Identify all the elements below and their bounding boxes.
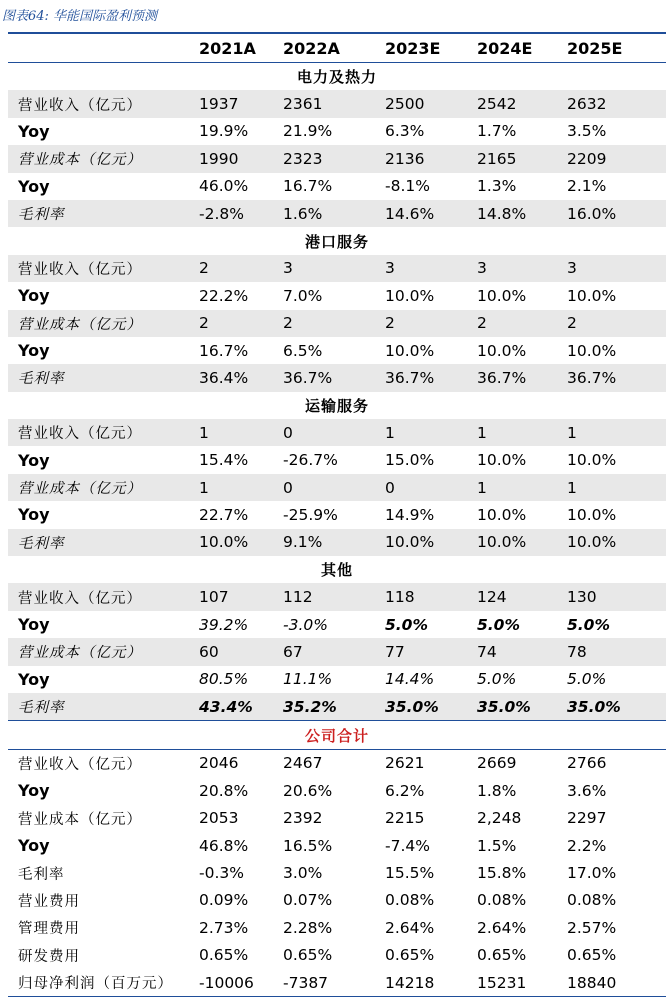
table-row: [8, 255, 666, 282]
table-cell: 2392: [283, 809, 323, 828]
table-cell: 18840: [557, 969, 666, 997]
row-label: Yoy: [18, 615, 50, 634]
table-row: [8, 777, 666, 804]
table-cell: 3.5%: [567, 122, 607, 141]
table-cell: 10.0%: [477, 286, 527, 305]
table-cell: 2.73%: [199, 918, 249, 937]
row-label: 营业收入（亿元）: [8, 419, 189, 446]
table-cell: 60: [189, 638, 273, 665]
table-cell: 35.0%: [467, 693, 557, 721]
table-cell: -26.7%: [283, 451, 338, 470]
table-cell: 16.7%: [283, 177, 333, 196]
header-cell-2025e: 2025E: [557, 34, 666, 63]
table-cell: 39.2%: [199, 615, 249, 634]
row-label: Yoy: [18, 450, 50, 470]
table-cell: 2.64%: [477, 918, 527, 937]
table-cell: 1.6%: [273, 200, 375, 227]
table-row: [8, 583, 666, 610]
row-label: 营业成本（亿元）: [8, 638, 189, 665]
table-cell: 10.0%: [385, 341, 435, 360]
table-cell: 5.0%: [567, 670, 607, 689]
row-label: 营业成本（亿元）: [8, 145, 189, 172]
table-row: [8, 749, 666, 777]
table-cell: 2: [557, 310, 666, 337]
section-title-row: [8, 392, 666, 419]
table-cell: 2053: [199, 809, 239, 828]
table-cell: 3: [273, 255, 375, 282]
table-cell: 3: [467, 255, 557, 282]
table-cell: 16.0%: [557, 200, 666, 227]
table-cell: 2467: [273, 749, 375, 777]
table-cell: 2632: [557, 90, 666, 117]
table-cell: -2.8%: [189, 200, 273, 227]
table-cell: 2136: [375, 145, 467, 172]
table-cell: 2046: [189, 749, 273, 777]
row-label: Yoy: [18, 286, 50, 306]
table-cell: 2: [375, 310, 467, 337]
table-row: [8, 693, 666, 721]
header-row: [8, 34, 666, 63]
table-cell: 1990: [189, 145, 273, 172]
table-cell: 10.0%: [567, 286, 617, 305]
table-cell: 2323: [273, 145, 375, 172]
table-row: [8, 832, 666, 859]
table-cell: 5.0%: [385, 615, 428, 634]
table-cell: 14.9%: [385, 505, 435, 524]
table-cell: 78: [557, 638, 666, 665]
table-cell: 2669: [467, 749, 557, 777]
table-cell: 6.5%: [283, 341, 323, 360]
table-cell: 3: [557, 255, 666, 282]
table-cell: 5.0%: [477, 615, 520, 634]
table-cell: 0.65%: [567, 946, 617, 965]
table-cell: 124: [467, 583, 557, 610]
table-cell: -7387: [273, 969, 375, 997]
section-title-row: [8, 721, 666, 749]
table-cell: 15231: [467, 969, 557, 997]
row-label: 营业收入（亿元）: [8, 255, 189, 282]
table-cell: 2209: [557, 145, 666, 172]
row-label: 营业成本（亿元）: [8, 310, 189, 337]
row-label: 营业成本（亿元）: [8, 474, 189, 501]
table-cell: 2.28%: [283, 918, 333, 937]
table-cell: 6.2%: [385, 781, 425, 800]
row-label: 毛利率: [8, 529, 189, 556]
table-cell: 10.0%: [385, 286, 435, 305]
table-cell: 2215: [385, 809, 425, 828]
table-cell: 0.65%: [199, 946, 249, 965]
forecast-table: [8, 34, 666, 997]
table-cell: 2: [189, 255, 273, 282]
table-row: [8, 969, 666, 997]
section-title-row: [8, 63, 666, 91]
row-label: Yoy: [18, 505, 50, 525]
table-row: [8, 611, 666, 638]
table-cell: 20.6%: [283, 781, 333, 800]
row-label: 营业收入（亿元）: [8, 583, 189, 610]
table-cell: 35.0%: [557, 693, 666, 721]
table-row: [8, 446, 666, 473]
table-cell: 1: [557, 419, 666, 446]
table-row: [8, 364, 666, 391]
table-cell: 0.65%: [477, 946, 527, 965]
table-cell: 19.9%: [199, 122, 249, 141]
table-cell: 67: [273, 638, 375, 665]
table-cell: 22.7%: [199, 505, 249, 524]
table-cell: 2542: [467, 90, 557, 117]
table-cell: 36.4%: [189, 364, 273, 391]
table-row: [8, 942, 666, 969]
section-title: 公司合计: [304, 726, 369, 745]
table-cell: -8.1%: [385, 177, 430, 196]
row-label: Yoy: [18, 341, 50, 361]
table-cell: 46.0%: [199, 177, 249, 196]
table-cell: 1.5%: [477, 836, 517, 855]
table-cell: -10006: [189, 969, 273, 997]
table-cell: -3.0%: [283, 615, 328, 634]
table-cell: 11.1%: [283, 670, 333, 689]
table-row: [8, 419, 666, 446]
table-cell: 10.0%: [375, 529, 467, 556]
table-cell: 0: [273, 419, 375, 446]
table-cell: 77: [375, 638, 467, 665]
table-cell: 2.1%: [567, 177, 607, 196]
table-cell: 1: [375, 419, 467, 446]
table-cell: 0.07%: [283, 891, 333, 910]
row-label: 毛利率: [18, 866, 65, 883]
table-cell: 14218: [375, 969, 467, 997]
table-row: [8, 501, 666, 528]
table-cell: 2500: [375, 90, 467, 117]
table-row: [8, 529, 666, 556]
table-cell: 10.0%: [477, 505, 527, 524]
table-cell: 10.0%: [567, 341, 617, 360]
table-cell: 21.9%: [283, 122, 333, 141]
section-title: 港口服务: [304, 232, 369, 251]
table-cell: 0.65%: [283, 946, 333, 965]
table-cell: 36.7%: [557, 364, 666, 391]
table-cell: 17.0%: [567, 864, 617, 883]
table-cell: 112: [273, 583, 375, 610]
header-cell-2022a: 2022A: [273, 34, 375, 63]
table-cell: 1.8%: [477, 781, 517, 800]
table-cell: 1.7%: [477, 122, 517, 141]
header-cell-2021a: 2021A: [189, 34, 273, 63]
table-caption: 图表64: 华能国际盈利预测: [2, 9, 158, 24]
table-row: [8, 805, 666, 832]
table-cell: 2: [273, 310, 375, 337]
table-cell: 3.6%: [567, 781, 607, 800]
table-cell: 16.5%: [283, 836, 333, 855]
table-cell: 1: [467, 419, 557, 446]
section-title-row: [8, 556, 666, 583]
table-cell: 36.7%: [375, 364, 467, 391]
table-row: [8, 90, 666, 117]
row-label: 管理费用: [18, 921, 80, 938]
table-cell: 2621: [375, 749, 467, 777]
table-row: [8, 310, 666, 337]
table-cell: 15.5%: [385, 864, 435, 883]
row-label: 毛利率: [8, 364, 189, 391]
table-cell: -0.3%: [199, 864, 244, 883]
table-cell: 0.08%: [567, 891, 617, 910]
row-label: Yoy: [18, 836, 50, 856]
table-cell: 36.7%: [273, 364, 375, 391]
table-cell: 15.4%: [199, 451, 249, 470]
table-cell: 43.4%: [189, 693, 273, 721]
table-cell: 1: [557, 474, 666, 501]
table-cell: 0.08%: [385, 891, 435, 910]
table-cell: 10.0%: [567, 451, 617, 470]
table-row: [8, 666, 666, 693]
table-cell: 7.0%: [283, 286, 323, 305]
table-cell: 10.0%: [477, 341, 527, 360]
table-cell: 15.8%: [477, 864, 527, 883]
table-cell: 9.1%: [273, 529, 375, 556]
table-cell: 1937: [189, 90, 273, 117]
table-cell: 35.2%: [273, 693, 375, 721]
table-row: [8, 474, 666, 501]
table-cell: 2361: [273, 90, 375, 117]
table-cell: 14.8%: [467, 200, 557, 227]
table-row: [8, 118, 666, 145]
table-row: [8, 914, 666, 941]
table-cell: 107: [189, 583, 273, 610]
table-cell: 6.3%: [385, 122, 425, 141]
table-cell: 20.8%: [199, 781, 249, 800]
table-cell: 10.0%: [189, 529, 273, 556]
row-label: 毛利率: [8, 693, 189, 721]
row-label: Yoy: [18, 176, 50, 196]
table-cell: 5.0%: [567, 615, 610, 634]
table-cell: 0: [375, 474, 467, 501]
table-cell: 2: [467, 310, 557, 337]
table-cell: 1: [189, 474, 273, 501]
row-label: 营业成本（亿元）: [18, 811, 142, 828]
table-row: [8, 638, 666, 665]
section-title-row: [8, 227, 666, 254]
table-cell: 22.2%: [199, 286, 249, 305]
row-label: 营业费用: [18, 893, 80, 910]
table-cell: 2297: [567, 809, 607, 828]
table-cell: 10.0%: [477, 451, 527, 470]
section-title: 运输服务: [304, 396, 369, 415]
row-label: 营业收入（亿元）: [8, 90, 189, 117]
table-cell: 2165: [467, 145, 557, 172]
table-cell: 10.0%: [567, 505, 617, 524]
header-cell-2024e: 2024E: [467, 34, 557, 63]
table-cell: 118: [375, 583, 467, 610]
table-cell: 2.57%: [567, 918, 617, 937]
table-cell: 2,248: [477, 809, 522, 828]
table-cell: 2.2%: [567, 836, 607, 855]
table-cell: 14.4%: [385, 670, 435, 689]
table-row: [8, 859, 666, 886]
table-cell: 14.6%: [375, 200, 467, 227]
table-cell: 0.08%: [477, 891, 527, 910]
row-label: 归母净利润（百万元）: [8, 969, 189, 997]
table-cell: 1: [467, 474, 557, 501]
row-label: Yoy: [18, 669, 50, 689]
table-row: [8, 282, 666, 309]
table-cell: 10.0%: [557, 529, 666, 556]
table-cell: 36.7%: [467, 364, 557, 391]
table-row: [8, 337, 666, 364]
table-cell: 1: [189, 419, 273, 446]
table-cell: 0: [273, 474, 375, 501]
table-cell: 130: [557, 583, 666, 610]
table-cell: 46.8%: [199, 836, 249, 855]
table-cell: 1.3%: [477, 177, 517, 196]
table-cell: 2766: [557, 749, 666, 777]
table-cell: 0.09%: [199, 891, 249, 910]
section-title: 其他: [320, 561, 353, 580]
row-label: 毛利率: [8, 200, 189, 227]
row-label: 营业收入（亿元）: [8, 749, 189, 777]
table-cell: 2.64%: [385, 918, 435, 937]
table-row: [8, 173, 666, 200]
row-label: 研发费用: [18, 948, 80, 965]
table-row: [8, 200, 666, 227]
table-cell: 74: [467, 638, 557, 665]
row-label: Yoy: [18, 781, 50, 801]
table-cell: 16.7%: [199, 341, 249, 360]
table-cell: 15.0%: [385, 451, 435, 470]
table-cell: -25.9%: [283, 505, 338, 524]
section-title: 电力及热力: [296, 68, 377, 87]
table-row: [8, 887, 666, 914]
table-cell: 35.0%: [375, 693, 467, 721]
table-cell: 3.0%: [283, 864, 323, 883]
table-row: [8, 145, 666, 172]
table-cell: 2: [189, 310, 273, 337]
row-label: Yoy: [18, 121, 50, 141]
table-cell: 3: [375, 255, 467, 282]
table-cell: 0.65%: [385, 946, 435, 965]
header-cell-blank: [8, 34, 189, 63]
table-cell: 10.0%: [467, 529, 557, 556]
table-cell: 5.0%: [477, 670, 517, 689]
header-cell-2023e: 2023E: [375, 34, 467, 63]
table-cell: 80.5%: [199, 670, 249, 689]
table-cell: -7.4%: [385, 836, 430, 855]
